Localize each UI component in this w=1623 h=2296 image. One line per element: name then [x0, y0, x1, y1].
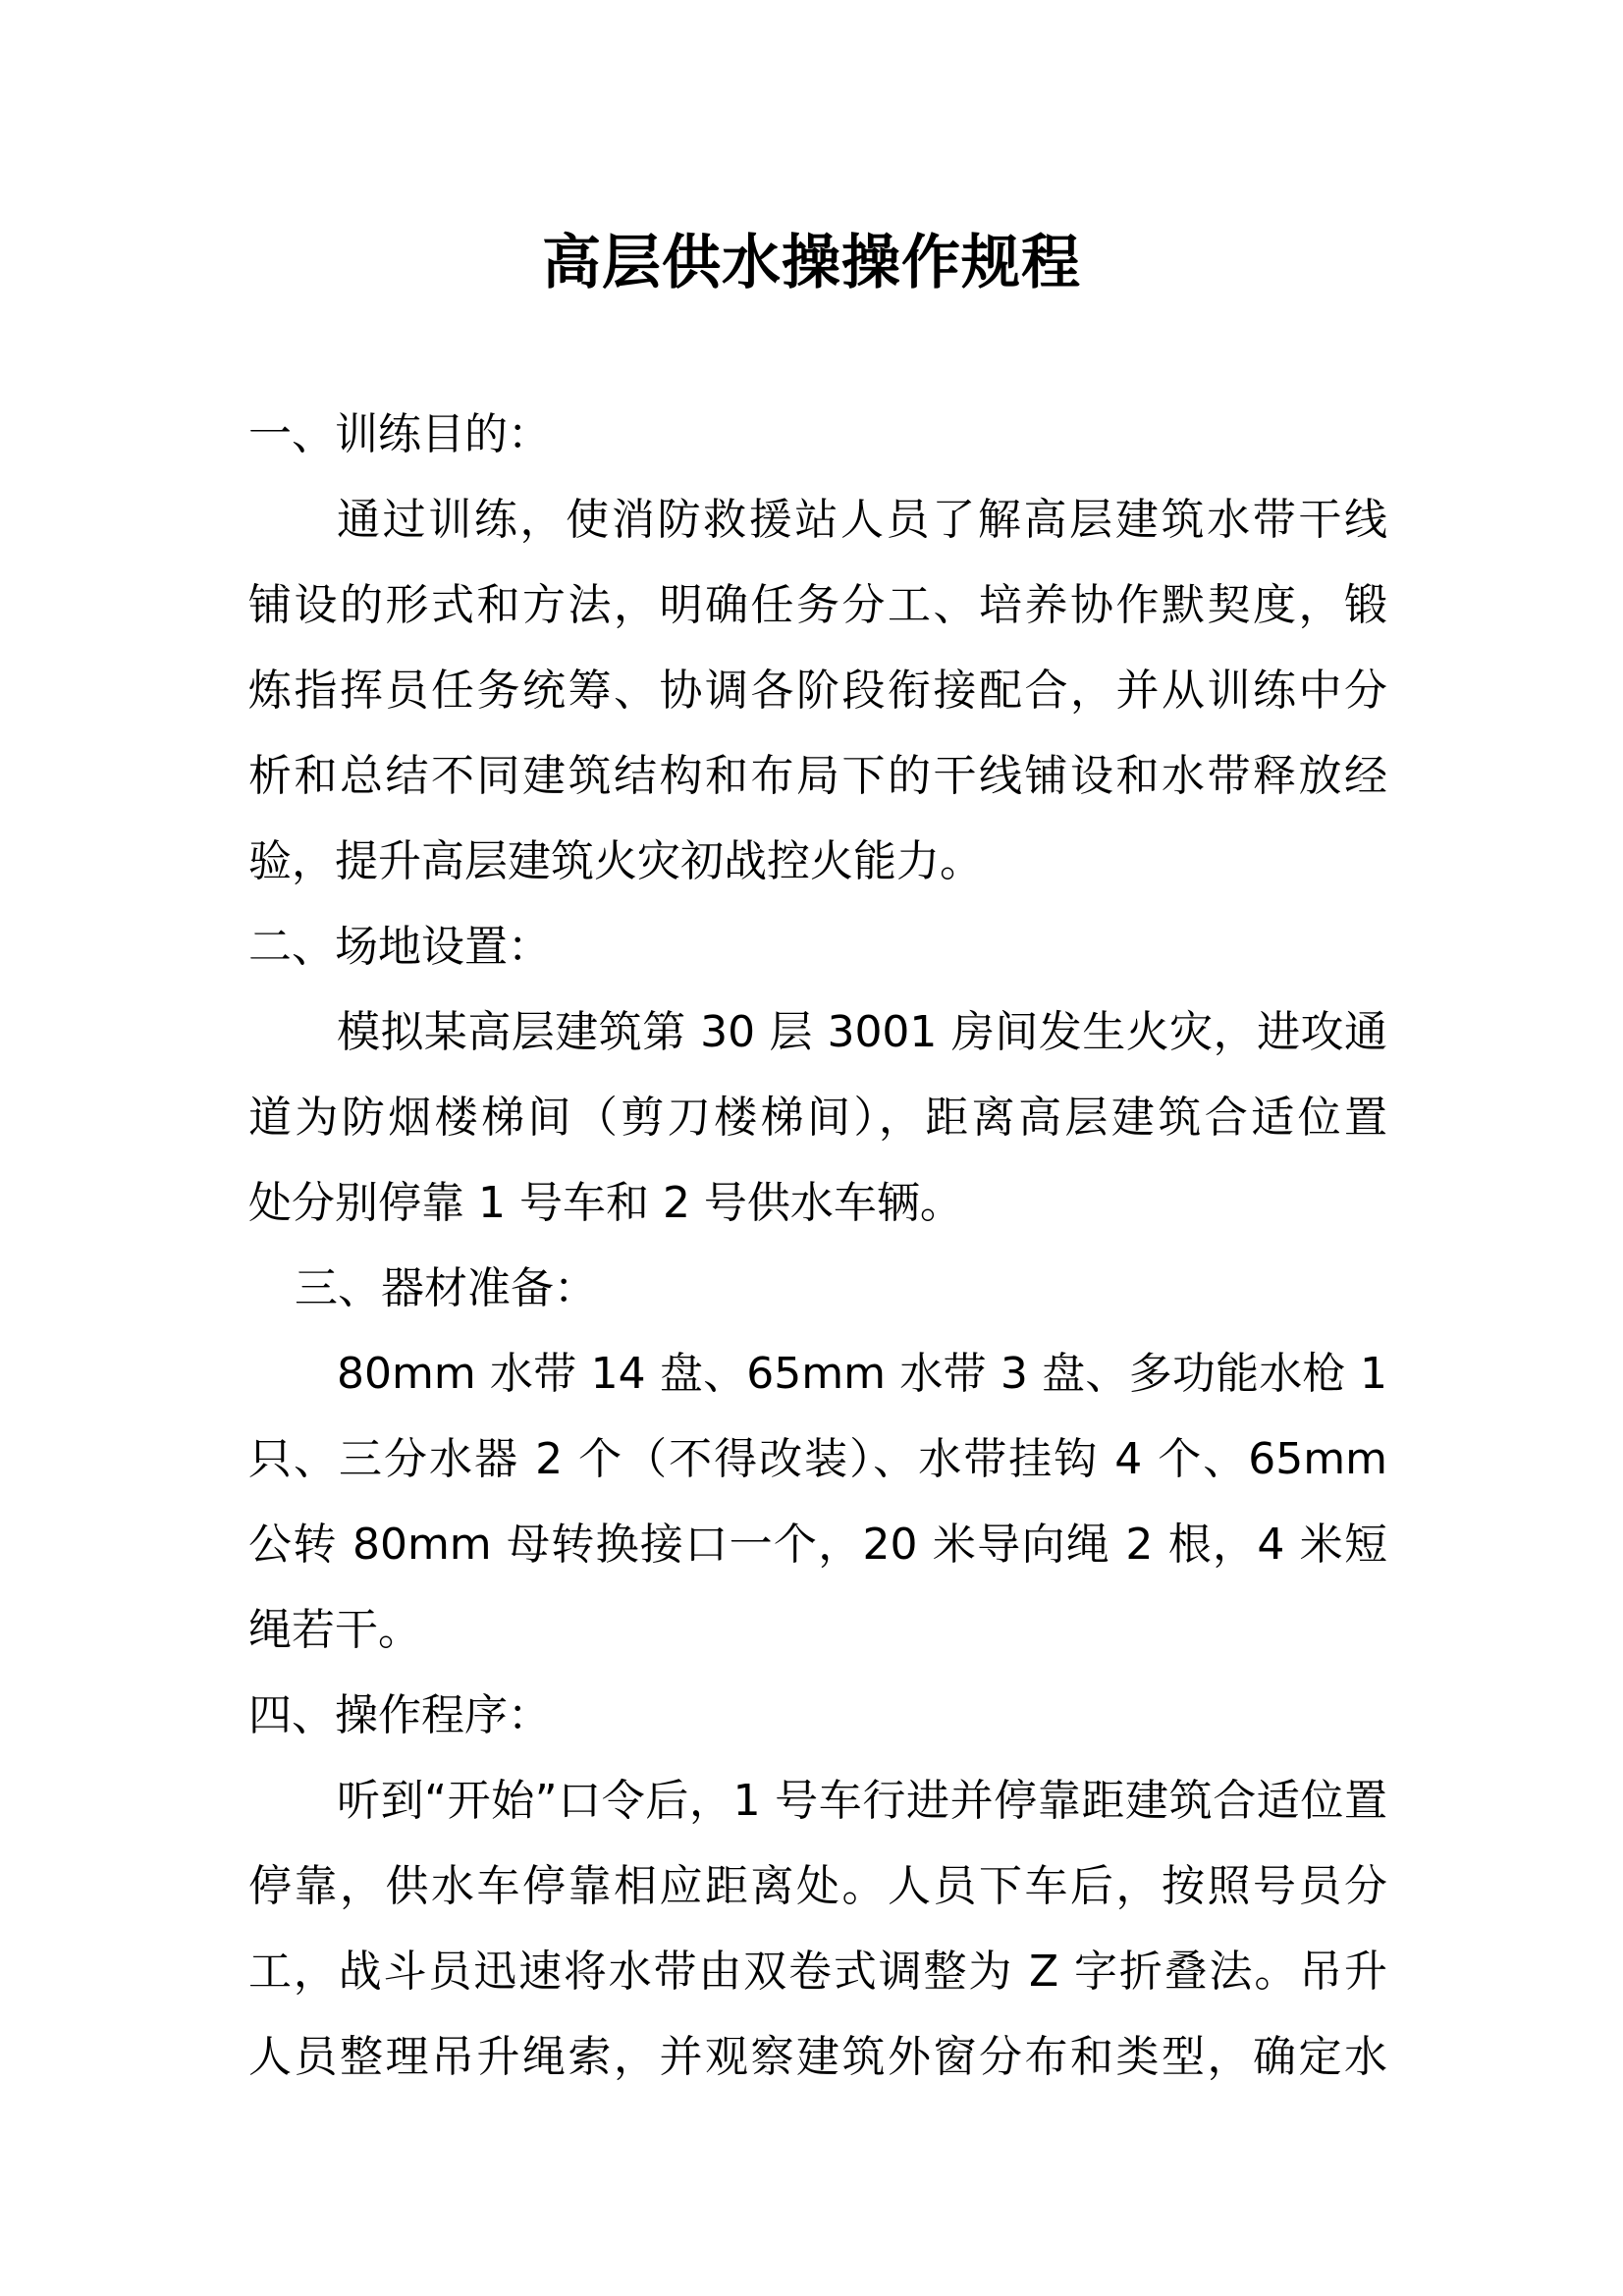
paragraph-line: 模拟某高层建筑第 30 层 3001 房间发生火灾，进攻通 — [337, 1007, 1387, 1057]
paragraph-line: 铺设的形式和方法，明确任务分工、培养协作默契度，锻 — [248, 580, 1387, 630]
paragraph-line: 公转 80mm 母转换接口一个，20 米导向绳 2 根，4 米短 — [248, 1520, 1387, 1570]
paragraph-line: 绳若干。 — [248, 1605, 421, 1655]
paragraph-line: 炼指挥员任务统筹、协调各阶段衔接配合，并从训练中分 — [248, 666, 1387, 716]
paragraph-line: 验，提升高层建筑火灾初战控火能力。 — [248, 836, 983, 886]
paragraph-line: 听到“开始”口令后，1 号车行进并停靠距建筑合适位置 — [337, 1776, 1387, 1826]
paragraph-line: 人员整理吊升绳索，并观察建筑外窗分布和类型，确定水 — [248, 2032, 1387, 2082]
section-heading-equipment: 三、器材准备： — [295, 1263, 597, 1313]
paragraph-line: 处分别停靠 1 号车和 2 号供水车辆。 — [248, 1178, 963, 1228]
section-heading-site-setup: 二、场地设置： — [248, 922, 551, 972]
paragraph-line: 通过训练，使消防救援站人员了解高层建筑水带干线 — [337, 495, 1387, 545]
paragraph-line: 停靠，供水车停靠相应距离处。人员下车后，按照号员分 — [248, 1861, 1387, 1911]
paragraph-line: 工，战斗员迅速将水带由双卷式调整为 Z 字折叠法。吊升 — [248, 1947, 1387, 1997]
paragraph-line: 道为防烟楼梯间（剪刀楼梯间），距离高层建筑合适位置 — [248, 1093, 1387, 1143]
paragraph-line: 80mm 水带 14 盘、65mm 水带 3 盘、多功能水枪 1 — [337, 1349, 1387, 1399]
paragraph-line: 只、三分水器 2 个（不得改装）、水带挂钩 4 个、65mm — [248, 1434, 1387, 1484]
section-heading-training-purpose: 一、训练目的： — [248, 409, 551, 459]
section-heading-procedure: 四、操作程序： — [248, 1690, 551, 1740]
document-title: 高层供水操操作规程 — [542, 229, 1081, 297]
paragraph-line: 析和总结不同建筑结构和布局下的干线铺设和水带释放经 — [248, 751, 1387, 801]
